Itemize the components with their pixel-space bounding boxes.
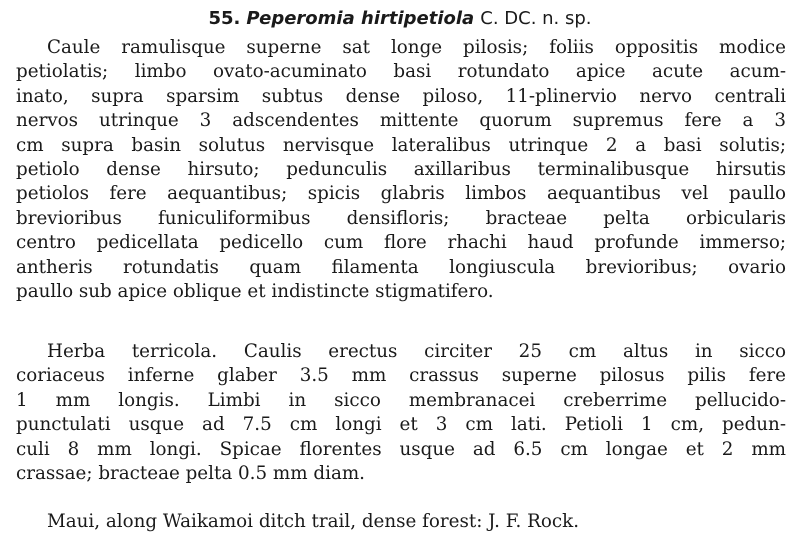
diagnosis-line: nervos utrinque 3 adscendentes mittente quorum supremus fere a 3	[16, 110, 786, 132]
diagnosis-line: antheris rotundatis quam filamenta longiuscula brevioribus; ovario	[16, 256, 786, 278]
description-line: coriaceus inferne glaber 3.5 mm crassus superne pilosus pilis fere	[16, 365, 786, 387]
diagnosis-line: petiolatis; limbo ovato-acuminato basi rotundato apice acute acum-	[16, 61, 786, 83]
diagnosis-line: Caule ramulisque superne sat longe pilosis; foliis oppositis modice	[47, 37, 786, 58]
diagnosis-line: petiolos fere aequantibus; spicis glabris limbos aequantibus vel paullo	[16, 183, 786, 205]
diagnosis-line: cm supra basin solutus nervisque lateralibus utrinque 2 a basi solutis;	[16, 134, 786, 156]
locality-line: Maui, along Waikamoi ditch trail, dense forest: J. F. Rock.	[47, 511, 580, 532]
diagnosis-line: centro pedicellata pedicello cum flore rhachi haud profunde immerso;	[16, 232, 786, 254]
description-line: punctulati usque ad 7.5 cm longi et 3 cm lati. Petioli 1 cm, pedun-	[16, 414, 786, 436]
description-line: 1 mm longis. Limbi in sicco membranacei creberrime pellucido-	[16, 389, 786, 411]
species-heading	[0, 5, 800, 32]
species-name: Peperomia hirtipetiola	[246, 8, 475, 29]
description-line: crassae; bracteae pelta 0.5 mm diam.	[16, 462, 365, 484]
diagnosis-line: petiolo dense hirsuto; pedunculis axillaribus terminalibusque hirsutis	[16, 158, 786, 180]
diagnosis-line: brevioribus funiculiformibus densifloris; bracteae pelta orbicularis	[16, 207, 786, 229]
diagnosis-line: paullo sub apice oblique et indistincte stigmatifero.	[16, 280, 494, 302]
diagnosis-paragraph	[16, 36, 786, 304]
description-line: culi 8 mm longi. Spicae florentes usque ad 6.5 cm longae et 2 mm	[16, 438, 786, 460]
diagnosis-line: inato, supra sparsim subtus dense piloso, 11-plinervio nervo centrali	[16, 85, 786, 107]
species-number: 55.	[208, 8, 241, 29]
locality-paragraph	[16, 510, 786, 534]
description-paragraph	[16, 340, 786, 486]
description-line: Herba terricola. Caulis erectus circiter 25 cm altus in sicco	[47, 341, 786, 362]
species-authority: C. DC. n. sp.	[480, 8, 592, 29]
